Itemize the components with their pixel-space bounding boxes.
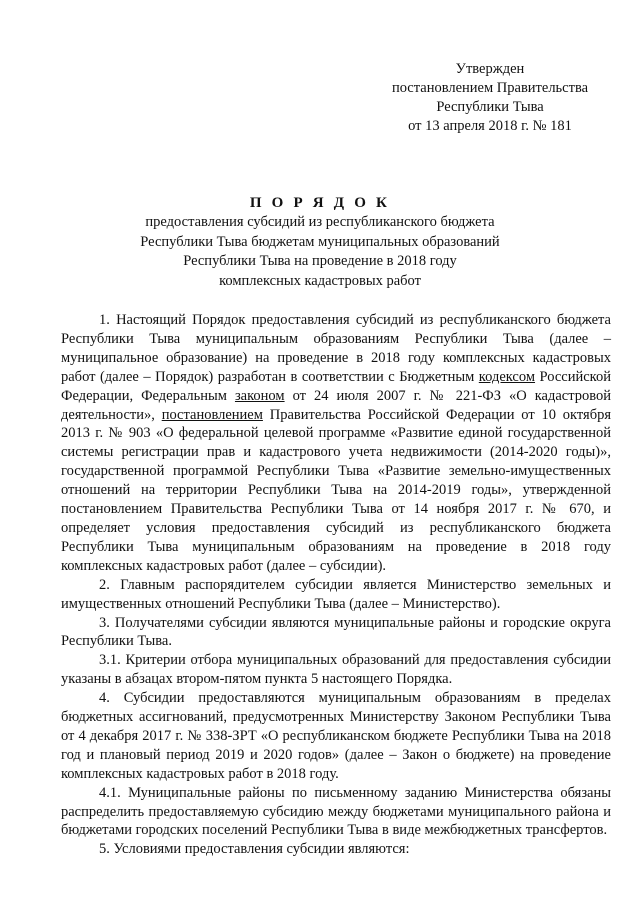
- paragraph-3: 3. Получателями субсидии являются муниципальные районы и городские округа Республики Тыва.: [61, 614, 611, 650]
- paragraph-2: 2. Главным распорядителем субсидии является Министерство земельных и имущественных отношений Республики Тыва (далее – Министерство).: [61, 576, 611, 612]
- document-title: П О Р Я Д О К: [249, 195, 391, 211]
- link-government-resolution[interactable]: постановлением: [161, 406, 263, 423]
- document-subtitle: [100, 213, 540, 291]
- link-federal-law[interactable]: законом: [234, 387, 285, 404]
- approval-line-republic: Республики Тыва: [436, 99, 544, 115]
- subtitle-line: Республики Тыва на проведение в 2018 году: [183, 253, 457, 269]
- paragraph-3-1: 3.1. Критерии отбора муниципальных образований для предоставления субсидии указаны в абзацах втором-пятом пункта 5 настоящего Порядка.: [61, 652, 611, 688]
- subtitle-line: Республики Тыва бюджетам муниципальных образований: [140, 233, 500, 250]
- approval-stamp: [390, 60, 590, 136]
- subtitle-line: предоставления субсидий из республиканского бюджета: [145, 214, 495, 230]
- approval-line-resolution: постановлением Правительства: [391, 80, 589, 96]
- approval-line-date: от 13 апреля 2018 г. № 181: [408, 118, 572, 134]
- subtitle-line: комплексных кадастровых работ: [219, 272, 421, 289]
- approval-line-approved: Утвержден: [455, 61, 525, 77]
- document-title-block: [100, 193, 540, 291]
- paragraph-4-1: 4.1. Муниципальные районы по письменному заданию Министерства обязаны распределить предоставляемую субсидию между бюджетами муниципального района и бюджетами городских поселений Республики Тыва в виде межбюджетных трансфертов.: [61, 784, 611, 839]
- paragraph-1-text-d: Правительства Российской Федерации от 10 октября 2013 г. № 903 «О федеральной целевой программе «Развитие единой государственной системы регистрации прав и кадастрового учета недвижимости (2014-2020 годы)», государственной программой Республики Тыва «Развитие земельно-имущественных отношений на территории Республики Тыва на 2014-2019 годы», утвержденной постановлением Правительства Республики Тыва от 14 ноября 2017 г. № 670, и определяет условия предоставления субсидий из республиканского бюджета Республики Тыва муниципальным образованиям на проведение в 2018 году комплексных кадастровых работ (далее – субсидии).: [61, 406, 611, 574]
- paragraph-4: 4. Субсидии предоставляются муниципальным образованиям в пределах бюджетных ассигнований, предусмотренных Министерству Законом Республики Тыва от 4 декабря 2017 г. № 338-ЗРТ «О республиканском бюджете Республики Тыва на 2018 год и плановый период 2019 и 2020 годов» (далее – Закон о бюджете) на проведение комплексных кадастровых работ в 2018 году.: [61, 690, 611, 782]
- paragraph-1-text-a: 1. Настоящий Порядок предоставления субсидий из республиканского бюджета Республики Тыва муниципальным образованиям Республики Тыва (далее – муниципальное образование) на проведение в 2018 году комплексных кадастровых работ (далее – Порядок) разработан в соответствии с Бюджетным: [61, 312, 611, 385]
- link-budget-code[interactable]: кодексом: [478, 368, 536, 385]
- document-body: [61, 311, 611, 859]
- paragraph-1-text-b: Российской Федерации, Федеральным: [61, 368, 611, 404]
- paragraph-1-text-c: от 24 июля 2007 г. № 221-ФЗ «О кадастровой деятельности»,: [61, 387, 611, 423]
- paragraph-1: [61, 311, 611, 576]
- paragraph-5: 5. Условиями предоставления субсидии являются:: [99, 841, 410, 858]
